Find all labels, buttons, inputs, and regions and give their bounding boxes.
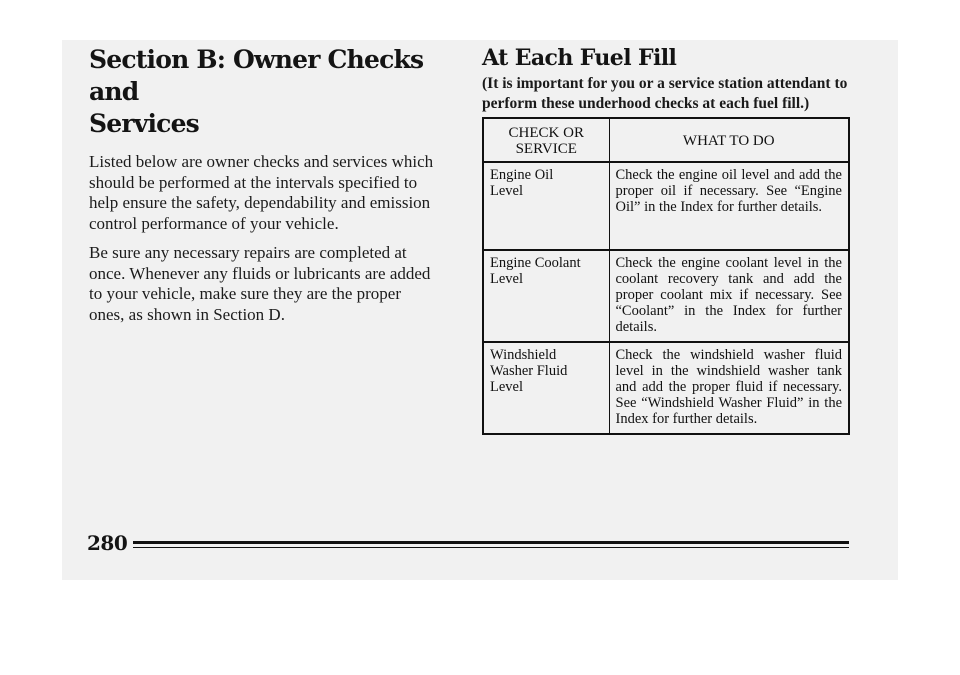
row-item (483, 162, 609, 250)
row-item-line2: Washer Fluid (490, 363, 568, 379)
table-row (483, 162, 849, 250)
row-item-line1: Windshield (490, 347, 557, 363)
fuel-fill-heading: At Each Fuel Fill (482, 45, 677, 71)
header-check-or-service (483, 118, 609, 162)
left-column (89, 44, 434, 334)
table-header-row (483, 118, 849, 162)
row-item-line2: Level (490, 271, 524, 287)
section-title-line1: Section B: Owner Checks and (89, 45, 424, 106)
footer-rule-thick (133, 541, 849, 544)
row-action: Check the engine coolant level in the coolant recovery tank and add the proper coolant mix if necessary. See “Coolant” in the Index for further details. (609, 250, 849, 342)
page-footer (87, 531, 849, 555)
header-col1-line2: SERVICE (515, 140, 577, 157)
row-item-line2: Level (490, 183, 524, 199)
row-item-line1: Engine Coolant (490, 255, 581, 271)
checks-table (482, 117, 850, 435)
row-item-line3: Level (490, 379, 524, 395)
row-item (483, 342, 609, 434)
row-action: Check the windshield washer fluid level in the windshield washer tank and add the proper fluid if necessary. See “Windshield Washer Fluid” in the Index for further details. (609, 342, 849, 434)
fuel-fill-subheading: (It is important for you or a service station attendant to perform these underhood checks at each fuel fill.) (482, 75, 848, 112)
page-number: 280 (87, 531, 128, 555)
row-action: Check the engine oil level and add the proper oil if necessary. See “Engine Oil” in the Index for further details. (609, 162, 849, 250)
row-item (483, 250, 609, 342)
repairs-paragraph: Be sure any necessary repairs are completed at once. Whenever any fluids or lubricants are added to your vehicle, make sure they are the proper ones, as shown in Section D. (89, 243, 431, 324)
table-row (483, 250, 849, 342)
right-column (482, 44, 852, 114)
section-title (89, 44, 434, 140)
table-row (483, 342, 849, 434)
row-item-line1: Engine Oil (490, 167, 554, 183)
intro-paragraph: Listed below are owner checks and services which should be performed at the intervals specified to help ensure the safety, dependability and emission control performance of your vehicle. (89, 152, 434, 233)
section-title-line2: Services (89, 109, 199, 138)
header-what-to-do: WHAT TO DO (609, 118, 849, 162)
header-col1-line1: CHECK OR (508, 124, 584, 141)
footer-rule-thin (133, 547, 849, 548)
